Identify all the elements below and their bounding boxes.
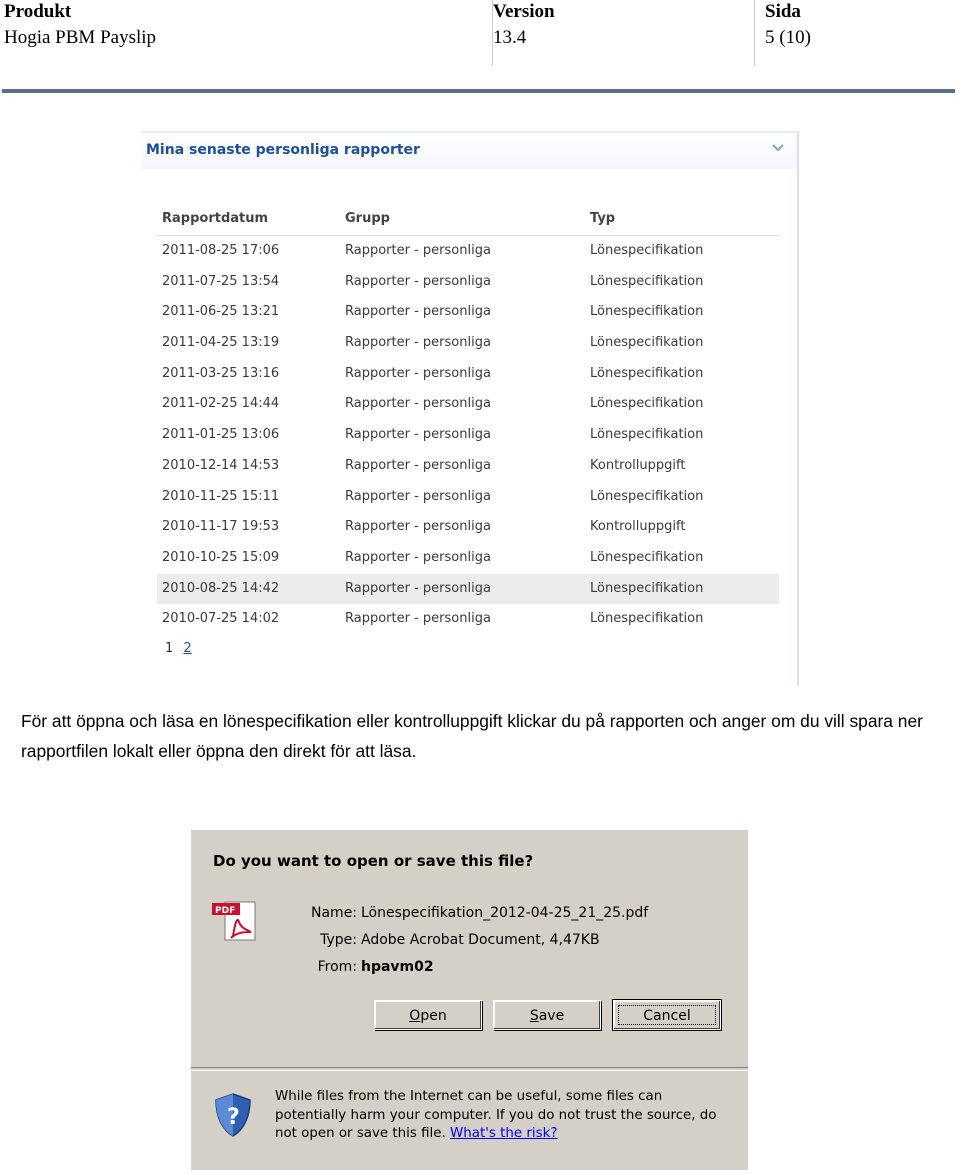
from-value: hpavm02	[361, 959, 434, 975]
focus-ring	[618, 1005, 716, 1025]
from-label: From:	[317, 959, 357, 975]
table-row[interactable]	[157, 359, 779, 390]
cell-type: Lönespecifikation	[590, 335, 704, 351]
name-value: Lönespecifikation_2012-04-25_21_25.pdf	[361, 905, 649, 921]
table-row[interactable]	[157, 236, 779, 267]
cell-group: Rapporter - personliga	[345, 304, 491, 320]
header-page	[754, 0, 955, 66]
save-accel: S	[529, 1008, 539, 1024]
cancel-label: Cancel	[643, 1008, 691, 1024]
cell-group: Rapporter - personliga	[345, 243, 491, 258]
header-product-value: Hogia PBM Payslip	[4, 27, 157, 48]
header-page-label: Sida	[765, 1, 801, 22]
table-row[interactable]	[157, 482, 779, 513]
name-label: Name:	[311, 905, 358, 921]
cell-date: 2011-06-25 13:21	[162, 304, 280, 320]
header-version	[492, 0, 749, 66]
table-row[interactable]	[157, 420, 779, 451]
table-row-highlighted[interactable]	[157, 574, 779, 605]
column-header-date[interactable]: Rapportdatum	[162, 211, 269, 226]
svg-text:?: ?	[227, 1105, 240, 1130]
reports-panel	[141, 131, 799, 686]
table-row[interactable]	[157, 543, 779, 574]
cell-group: Rapporter - personliga	[345, 611, 491, 627]
cell-type: Kontrolluppgift	[590, 457, 686, 473]
chevron-down-icon[interactable]	[771, 141, 785, 155]
cell-type: Lönespecifikation	[590, 611, 704, 627]
cell-date: 2011-01-25 13:06	[162, 427, 280, 443]
cell-type: Lönespecifikation	[590, 488, 704, 504]
cell-date: 2011-03-25 13:16	[162, 365, 280, 381]
type-label: Type:	[320, 932, 357, 948]
dialog-separator	[191, 1067, 748, 1071]
cell-type: Lönespecifikation	[590, 549, 704, 565]
open-accel: O	[409, 1008, 421, 1024]
header-divider	[2, 89, 955, 93]
cell-date: 2010-07-25 14:02	[162, 611, 280, 627]
warning-text: While files from the Internet can be useful, some files can potentially harm your computer. If you do not trust the source, do not open or save this file.	[275, 1089, 717, 1141]
column-header-type[interactable]: Typ	[590, 211, 616, 226]
header-page-value: 5 (10)	[765, 27, 811, 48]
instruction-paragraph: För att öppna och läsa en lönespecifikation eller kontrolluppgift klickar du på rapporten och anger om du vill spara ner rapportfilen lokalt eller öppna den direkt för att läsa.	[21, 711, 923, 761]
open-button[interactable]	[374, 1000, 482, 1030]
header-product-label: Produkt	[4, 1, 72, 22]
table-row[interactable]	[157, 389, 779, 420]
cell-date: 2011-02-25 14:44	[162, 396, 280, 412]
cell-group: Rapporter - personliga	[345, 457, 491, 473]
cell-date: 2011-04-25 13:19	[162, 335, 280, 351]
cell-date: 2010-10-25 15:09	[162, 549, 280, 565]
cell-type: Lönespecifikation	[590, 304, 704, 320]
pdf-file-icon	[211, 900, 257, 944]
pdf-badge-text: PDF	[215, 906, 236, 916]
header-version-label: Version	[493, 1, 555, 22]
cell-date: 2010-08-25 14:42	[162, 580, 280, 596]
reports-panel-title	[141, 131, 797, 169]
table-row[interactable]	[157, 512, 779, 543]
cell-date: 2011-08-25 17:06	[162, 243, 280, 258]
cell-group: Rapporter - personliga	[345, 519, 491, 535]
cell-type: Lönespecifikation	[590, 580, 704, 596]
cell-date: 2010-11-17 19:53	[162, 519, 280, 535]
table-row[interactable]	[157, 328, 779, 359]
cancel-button[interactable]	[613, 1000, 721, 1030]
cell-type: Lönespecifikation	[590, 365, 704, 381]
pagination	[165, 641, 192, 656]
table-row[interactable]	[157, 267, 779, 298]
cell-date: 2011-07-25 13:54	[162, 273, 280, 289]
table-row[interactable]	[157, 297, 779, 328]
open-label: pen	[420, 1008, 447, 1024]
cell-group: Rapporter - personliga	[345, 488, 491, 504]
cell-type: Lönespecifikation	[590, 273, 704, 289]
cell-group: Rapporter - personliga	[345, 335, 491, 351]
header-version-value: 13.4	[493, 27, 527, 48]
column-header-group[interactable]: Grupp	[345, 211, 390, 226]
cell-group: Rapporter - personliga	[345, 427, 491, 443]
save-button[interactable]	[493, 1000, 601, 1030]
header-product	[4, 0, 480, 66]
table-row[interactable]	[157, 451, 779, 482]
reports-table	[157, 203, 779, 635]
cell-date: 2010-11-25 15:11	[162, 488, 280, 504]
security-warning	[275, 1088, 735, 1144]
cell-group: Rapporter - personliga	[345, 365, 491, 381]
save-label: ave	[538, 1008, 565, 1024]
page-link-2[interactable]: 2	[183, 641, 192, 656]
reports-panel-title-text: Mina senaste personliga rapporter	[146, 142, 420, 158]
security-shield-icon	[213, 1092, 253, 1138]
cell-group: Rapporter - personliga	[345, 273, 491, 289]
cell-type: Lönespecifikation	[590, 427, 704, 443]
type-value: Adobe Acrobat Document, 4,47KB	[361, 932, 600, 948]
table-row[interactable]	[157, 604, 779, 635]
cell-type: Lönespecifikation	[590, 396, 704, 412]
cell-group: Rapporter - personliga	[345, 549, 491, 565]
cell-type: Lönespecifikation	[590, 243, 704, 258]
page-header	[0, 0, 960, 68]
table-header	[157, 203, 779, 236]
file-download-dialog	[191, 830, 748, 1170]
page-current: 1	[165, 641, 174, 656]
cell-group: Rapporter - personliga	[345, 580, 491, 596]
cell-date: 2010-12-14 14:53	[162, 457, 280, 473]
dialog-question: Do you want to open or save this file?	[213, 852, 534, 870]
cell-group: Rapporter - personliga	[345, 396, 491, 412]
cell-type: Kontrolluppgift	[590, 519, 686, 535]
risk-link[interactable]: What's the risk?	[450, 1126, 558, 1141]
